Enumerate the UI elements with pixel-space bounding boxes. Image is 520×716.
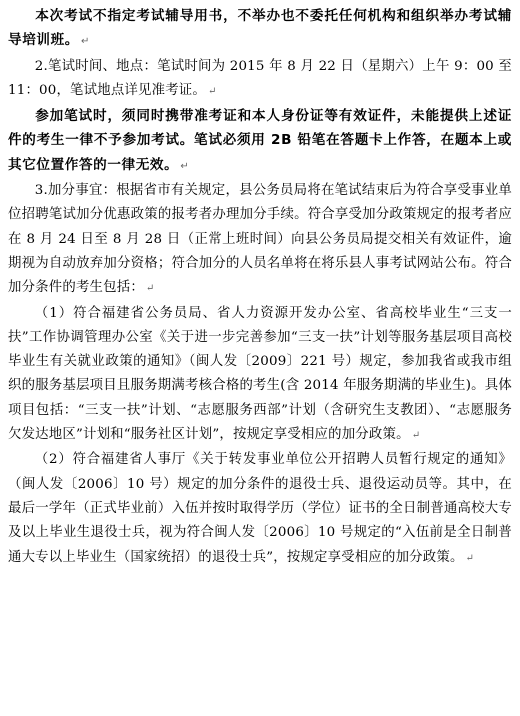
paragraph-mark: ↵ [80, 36, 90, 48]
paragraph-mark: ↵ [207, 85, 217, 97]
paragraph-text: 2.笔试时间、地点：笔试时间为 2015 年 8 月 22 日（星期六）上午 9：00 至 11：00，笔试地点详见准考证。 [8, 58, 512, 98]
paragraph-mark: ↵ [411, 430, 421, 442]
paragraph-training-notice [8, 4, 512, 55]
paragraph-mark: ↵ [145, 283, 155, 295]
paragraph-bonus-points [8, 179, 512, 301]
paragraph-exam-time-place [8, 55, 512, 105]
paragraph-text: （1）符合福建省公务员局、省人力资源开发办公室、省高校毕业生“三支一扶”工作协调管理办公室《关于进一步完善参加“三支一扶”计划等服务基层项目高校毕业生有关就业政策的通知》（闽人发〔2009〕221 号）规定，参加我省或我市组织的服务基层项目且服务期满考核合格的考生(含 2014 年服务期满的毕业生)。具体项目包括：“三支一扶”计划、“志愿服务西部”计划（含研究生支教团）、“志愿服务欠发达地区”计划和“服务社区计划”，按规定享受相应的加分政策。 [8, 305, 512, 443]
paragraph-text: 参加笔试时，须同时携带准考证和本人身份证等有效证件，未能提供上述证件的考生一律不予参加考试。笔试必须用 2B 铅笔在答题卡上作答，在题本上或其它位置作答的一律无效。 [8, 108, 512, 173]
paragraph-exam-requirements [8, 104, 512, 179]
paragraph-text: （2）符合福建省人事厅《关于转发事业单位公开招聘人员暂行规定的通知》（闽人发〔2006〕10 号）规定的加分条件的退役士兵、退役运动员等。其中，在最后一学年（正式毕业前）入伍并按时取得学历（学位）证书的全日制普通高校大专及以上毕业生退役士兵，视为符合闽人发〔2006〕10 号规定的“入伍前是全日制普通大专以上毕业生（国家统招）的退役士兵”，按规定享受相应的加分政策。 [8, 452, 512, 565]
paragraph-mark: ↵ [180, 160, 190, 172]
paragraph-text: 3.加分事宜：根据省市有关规定，县公务员局将在笔试结束后为符合享受事业单位招聘笔试加分优惠政策的报考者办理加分手续。符合享受加分政策规定的报考者应在 8 月 24 日至 8 月 28 日（正常上班时间）向县公务员局提交相关有效证件，逾期视为自动放弃加分资格；符合加分的人员名单将在将乐县人事考试网站公布。符合加分条件的考生包括： [8, 183, 512, 296]
paragraph-bonus-item-2 [8, 448, 512, 570]
paragraph-mark: ↵ [465, 552, 475, 564]
paragraph-bonus-item-1 [8, 302, 512, 449]
paragraph-text: 本次考试不指定考试辅导用书，不举办也不委托任何机构和组织举办考试辅导培训班。 [8, 8, 512, 49]
